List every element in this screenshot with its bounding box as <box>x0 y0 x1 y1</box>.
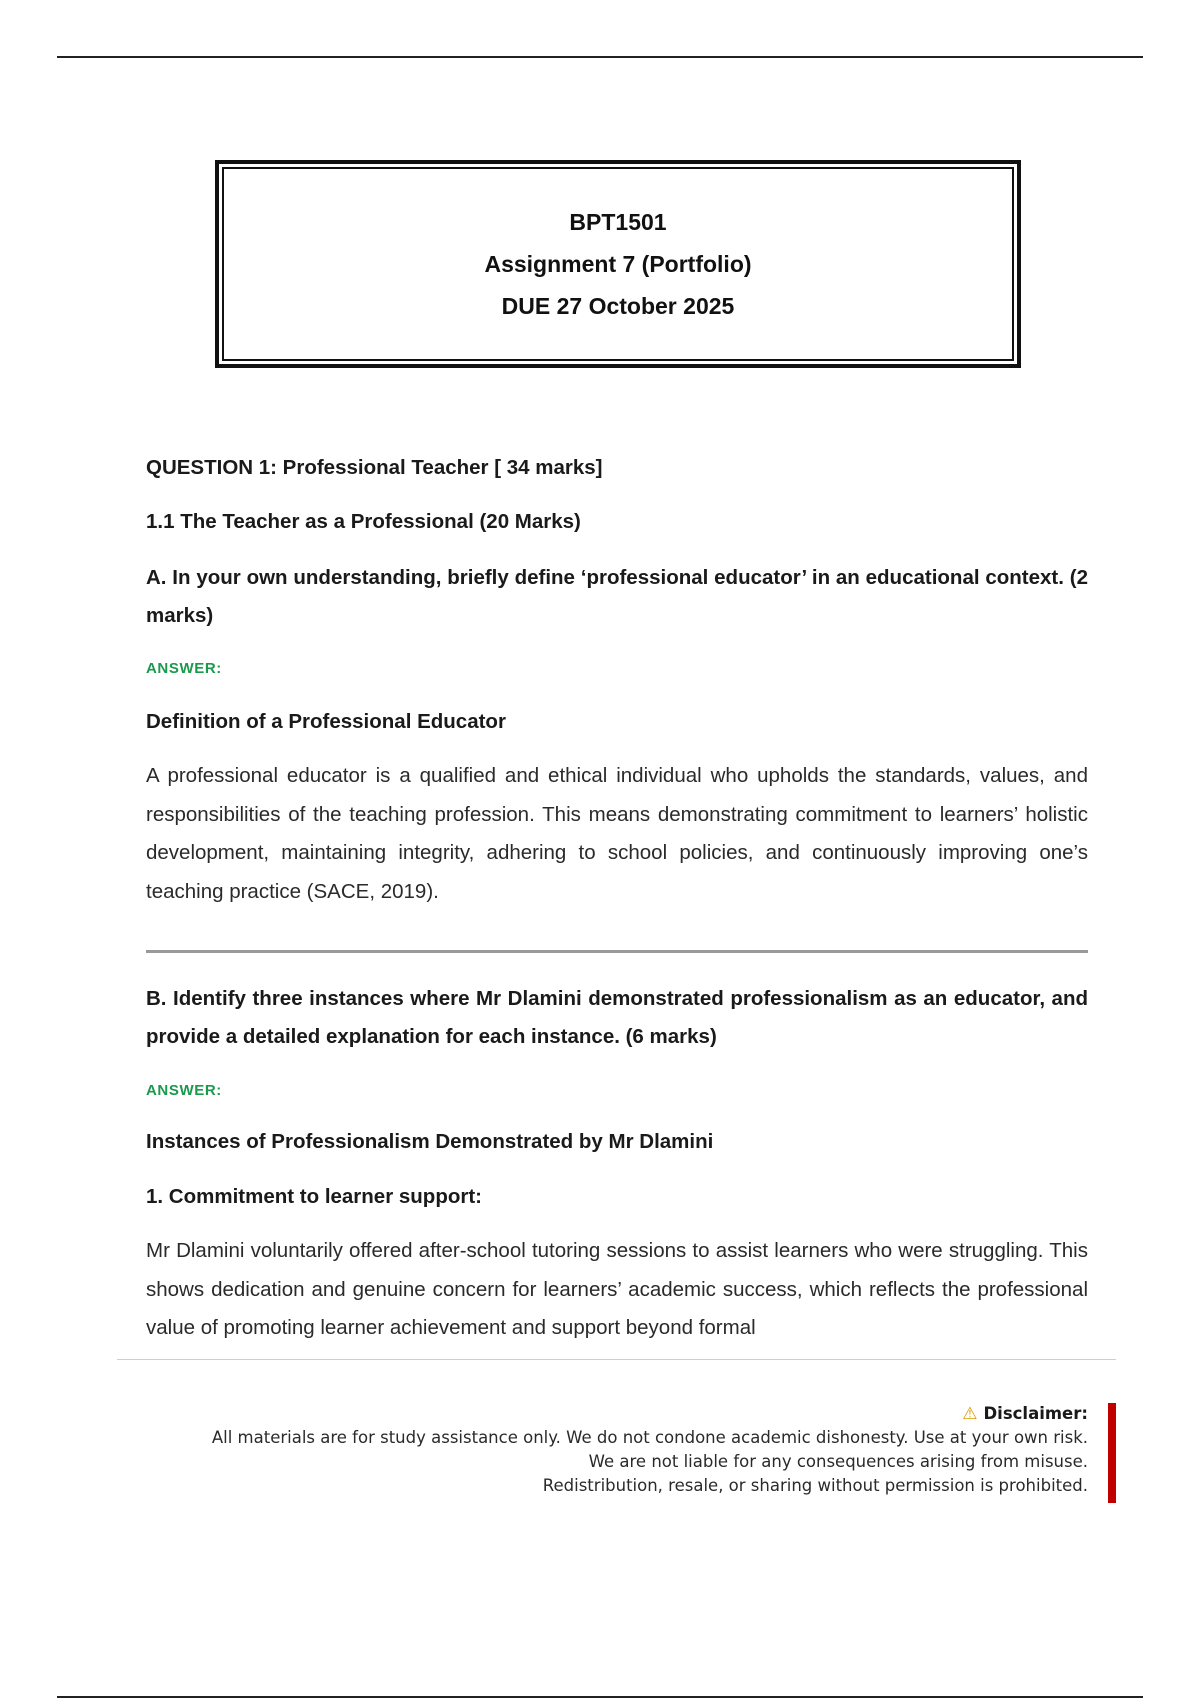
disclaimer-line-2: We are not liable for any consequences arising from misuse. <box>588 1452 1088 1471</box>
disclaimer-accent-bar <box>1108 1403 1116 1503</box>
disclaimer-title: Disclaimer: <box>983 1404 1088 1423</box>
disclaimer-line-1: All materials are for study assistance only. We do not condone academic dishonesty. Use at your own risk. <box>211 1428 1088 1447</box>
disclaimer-line-3: Redistribution, resale, or sharing without permission is prohibited. <box>542 1476 1088 1495</box>
subsection-heading: 1.1 The Teacher as a Professional (20 Marks) <box>146 510 581 533</box>
answer-heading-a: Definition of a Professional Educator <box>146 710 506 733</box>
disclaimer-title-row <box>188 1402 1088 1426</box>
assignment-title: Assignment 7 (Portfolio) <box>484 251 752 277</box>
answer-text-a: A professional educator is a qualified and ethical individual who upholds the standards, values, and responsibilities of the teaching profession. This means demonstrating commitment to learners’ holistic development, maintaining integrity, adhering to school policies, and continuously improving one’s teaching practice (SACE, 2019). <box>146 764 1088 903</box>
disclaimer <box>188 1402 1088 1498</box>
answer-label-b: ANSWER: <box>146 1082 222 1099</box>
top-rule <box>57 56 1143 58</box>
item-1-text: Mr Dlamini voluntarily offered after-school tutoring sessions to assist learners who were struggling. This shows dedication and genuine concern for learners’ academic success, which reflects the professional value of promoting learner achievement and support beyond formal <box>146 1239 1088 1339</box>
title-box <box>215 160 1021 368</box>
question-a: A. In your own understanding, briefly define ‘professional educator’ in an educational context. (2 marks) <box>146 566 1088 627</box>
answer-label-a: ANSWER: <box>146 660 222 677</box>
answer-heading-b: Instances of Professionalism Demonstrated by Mr Dlamini <box>146 1130 714 1153</box>
title-box-inner <box>222 167 1014 361</box>
course-code: BPT1501 <box>569 209 667 235</box>
due-date: DUE 27 October 2025 <box>501 293 735 319</box>
bottom-rule <box>57 1696 1143 1698</box>
item-1-heading: 1. Commitment to learner support: <box>146 1185 483 1208</box>
question-heading: QUESTION 1: Professional Teacher [ 34 marks] <box>146 456 603 479</box>
question-b: B. Identify three instances where Mr Dlamini demonstrated professionalism as an educator, and provide a detailed explanation for each instance. (6 marks) <box>146 987 1088 1048</box>
warning-icon: ⚠ <box>962 1404 978 1424</box>
section-divider <box>146 950 1088 953</box>
footer-rule <box>117 1359 1116 1360</box>
